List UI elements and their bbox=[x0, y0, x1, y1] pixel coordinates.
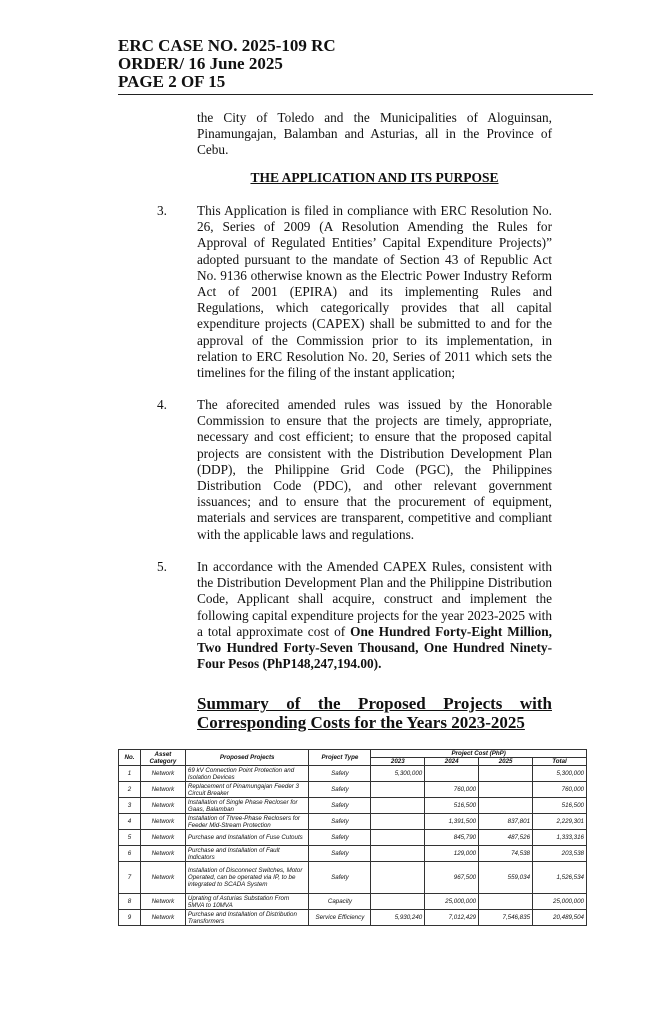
cell-no: 8 bbox=[119, 894, 141, 910]
header-asset-category: Asset Category bbox=[140, 750, 185, 766]
cell-2023 bbox=[371, 814, 425, 830]
cell-asset: Network bbox=[140, 782, 185, 798]
cell-project: Installation of Single Phase Recloser for Gaas, Balamban bbox=[185, 798, 309, 814]
cell-project: Replacement of Pinamungajan Feeder 3 Circuit Breaker bbox=[185, 782, 309, 798]
header-project-type: Project Type bbox=[309, 750, 371, 766]
header-total: Total bbox=[533, 758, 587, 766]
cell-2024: 760,000 bbox=[425, 782, 479, 798]
cell-type: Safety bbox=[309, 830, 371, 846]
paragraph-text: The aforecited amended rules was issued by the Honorable Commission to ensure that the projects are timely, appropriate, necessary and cost efficient; to ensure that the proposed capital projects are consistent with the Distribution Development Plan (DDP), the Philippine Grid Code (PGC), the Philippines Distribution Code (PDC), and other relevant government issuances; and to ensure that the procurement of equipment, materials and services are transparent, competitive and compliant with the applicable laws and regulations. bbox=[197, 397, 552, 542]
paragraph-body: In accordance with the Amended CAPEX Rules, consistent with the Distribution Development Plan and the Philippine Distribution Code, Applicant shall acquire, construct and implement the following capital expenditure projects for the year 2023-2025 with a total approximate cost of bbox=[197, 559, 552, 639]
cell-2024: 129,000 bbox=[425, 846, 479, 862]
paragraph-3 bbox=[157, 203, 552, 381]
paragraph-text bbox=[197, 559, 552, 672]
header-no: No. bbox=[119, 750, 141, 766]
order-date: ORDER/ 16 June 2025 bbox=[118, 54, 283, 73]
cell-project: Purchase and Installation of Fault Indicators bbox=[185, 846, 309, 862]
cell-2024: 25,000,000 bbox=[425, 894, 479, 910]
cell-total: 20,489,504 bbox=[533, 910, 587, 926]
cell-2023 bbox=[371, 862, 425, 894]
paragraph-number: 3. bbox=[157, 203, 167, 218]
cell-2025 bbox=[479, 782, 533, 798]
cell-asset: Network bbox=[140, 798, 185, 814]
cell-type: Safety bbox=[309, 766, 371, 782]
paragraph-4 bbox=[157, 397, 552, 543]
cell-2025: 837,801 bbox=[479, 814, 533, 830]
cell-asset: Network bbox=[140, 766, 185, 782]
cell-2023: 5,300,000 bbox=[371, 766, 425, 782]
cell-total: 25,000,000 bbox=[533, 894, 587, 910]
cell-total: 1,333,316 bbox=[533, 830, 587, 846]
cell-no: 9 bbox=[119, 910, 141, 926]
cell-type: Safety bbox=[309, 862, 371, 894]
cell-total: 760,000 bbox=[533, 782, 587, 798]
cell-asset: Network bbox=[140, 894, 185, 910]
cell-2025: 7,546,835 bbox=[479, 910, 533, 926]
cell-2025 bbox=[479, 798, 533, 814]
cell-total: 1,526,534 bbox=[533, 862, 587, 894]
cell-2025: 74,538 bbox=[479, 846, 533, 862]
cell-no: 7 bbox=[119, 862, 141, 894]
table-row bbox=[119, 766, 587, 782]
cell-total: 203,538 bbox=[533, 846, 587, 862]
paragraph-5 bbox=[157, 559, 552, 672]
section-title: THE APPLICATION AND ITS PURPOSE bbox=[250, 170, 499, 185]
cell-asset: Network bbox=[140, 862, 185, 894]
cell-type: Service Efficiency bbox=[309, 910, 371, 926]
cell-project: Purchase and Installation of Fuse Cutouts bbox=[185, 830, 309, 846]
cell-2024: 845,790 bbox=[425, 830, 479, 846]
table-body bbox=[119, 766, 587, 926]
header-proposed-projects: Proposed Projects bbox=[185, 750, 309, 766]
cell-2024: 967,500 bbox=[425, 862, 479, 894]
summary-title: Summary of the Proposed Projects with Corresponding Costs for the Years 2023-2025 bbox=[197, 694, 552, 732]
cell-asset: Network bbox=[140, 814, 185, 830]
cell-no: 1 bbox=[119, 766, 141, 782]
cell-total: 2,229,301 bbox=[533, 814, 587, 830]
cell-no: 5 bbox=[119, 830, 141, 846]
cell-2025 bbox=[479, 766, 533, 782]
header-2024: 2024 bbox=[425, 758, 479, 766]
total-cost-words: One Hundred Forty-Eight Million, Two Hundred Forty-Seven Thousand, One Hundred Ninety-Four Pesos (PhP148,247,194.00). bbox=[197, 623, 552, 672]
cell-2025: 487,526 bbox=[479, 830, 533, 846]
table-row bbox=[119, 814, 587, 830]
cell-total: 516,500 bbox=[533, 798, 587, 814]
continued-paragraph: the City of Toledo and the Municipalities of Aloguinsan, Pinamungajan, Balamban and Asturias, all in the Province of Cebu. bbox=[197, 110, 552, 158]
cell-project: Installation of Three-Phase Reclosers for Feeder Mid-Stream Protection bbox=[185, 814, 309, 830]
cell-2023 bbox=[371, 830, 425, 846]
cell-no: 2 bbox=[119, 782, 141, 798]
cell-type: Safety bbox=[309, 846, 371, 862]
cell-asset: Network bbox=[140, 910, 185, 926]
cell-asset: Network bbox=[140, 830, 185, 846]
cell-2024: 516,500 bbox=[425, 798, 479, 814]
table-row bbox=[119, 798, 587, 814]
paragraph-text: This Application is filed in compliance with ERC Resolution No. 26, Series of 2009 (A Resolution Amending the Rules for Approval of Regulated Entities’ Capital Expenditure Projects)” adopted pursuant to the mandate of Section 43 of Republic Act No. 9136 otherwise known as the Electric Power Industry Reform Act of 2001 (EPIRA) and its implementing Rules and Regulations, which categorically provides that all capital expenditure projects (CAPEX) shall be submitted to and for the approval of the Commission prior to its implementation, in relation to ERC Resolution No. 20, Series of 2011 which sets the timelines for the filing of the instant application; bbox=[197, 203, 552, 381]
cell-no: 4 bbox=[119, 814, 141, 830]
cell-project: 69 kV Connection Point Protection and Isolation Devices bbox=[185, 766, 309, 782]
paragraph-number: 4. bbox=[157, 397, 167, 412]
paragraph-number: 5. bbox=[157, 559, 167, 574]
cell-2023 bbox=[371, 782, 425, 798]
table-row bbox=[119, 782, 587, 798]
cell-no: 6 bbox=[119, 846, 141, 862]
cell-total: 5,300,000 bbox=[533, 766, 587, 782]
cell-asset: Network bbox=[140, 846, 185, 862]
cell-2023: 5,930,240 bbox=[371, 910, 425, 926]
project-costs-table bbox=[118, 749, 587, 926]
cell-project: Installation of Disconnect Switches, Motor Operated, can be operated via IP, to be integrated to SCADA System bbox=[185, 862, 309, 894]
cell-2023 bbox=[371, 798, 425, 814]
table-row bbox=[119, 894, 587, 910]
header-project-cost: Project Cost (PhP) bbox=[371, 750, 587, 758]
cell-no: 3 bbox=[119, 798, 141, 814]
header-2023: 2023 bbox=[371, 758, 425, 766]
case-header bbox=[118, 37, 336, 91]
header-divider bbox=[118, 94, 593, 95]
table-row bbox=[119, 846, 587, 862]
cell-2023 bbox=[371, 846, 425, 862]
case-number: ERC CASE NO. 2025-109 RC bbox=[118, 36, 336, 55]
table-row bbox=[119, 862, 587, 894]
cell-type: Capacity bbox=[309, 894, 371, 910]
page-number: PAGE 2 OF 15 bbox=[118, 72, 226, 91]
table-row bbox=[119, 910, 587, 926]
cell-type: Safety bbox=[309, 782, 371, 798]
cell-project: Uprating of Asturias Substation From 5MVA to 10MVA bbox=[185, 894, 309, 910]
cell-2025 bbox=[479, 894, 533, 910]
cell-2025: 559,034 bbox=[479, 862, 533, 894]
cell-type: Safety bbox=[309, 814, 371, 830]
cell-2024: 1,391,500 bbox=[425, 814, 479, 830]
cell-2023 bbox=[371, 894, 425, 910]
cell-2024: 7,012,429 bbox=[425, 910, 479, 926]
table-row bbox=[119, 830, 587, 846]
header-2025: 2025 bbox=[479, 758, 533, 766]
cell-type: Safety bbox=[309, 798, 371, 814]
cell-2024 bbox=[425, 766, 479, 782]
cell-project: Purchase and Installation of Distribution Transformers bbox=[185, 910, 309, 926]
